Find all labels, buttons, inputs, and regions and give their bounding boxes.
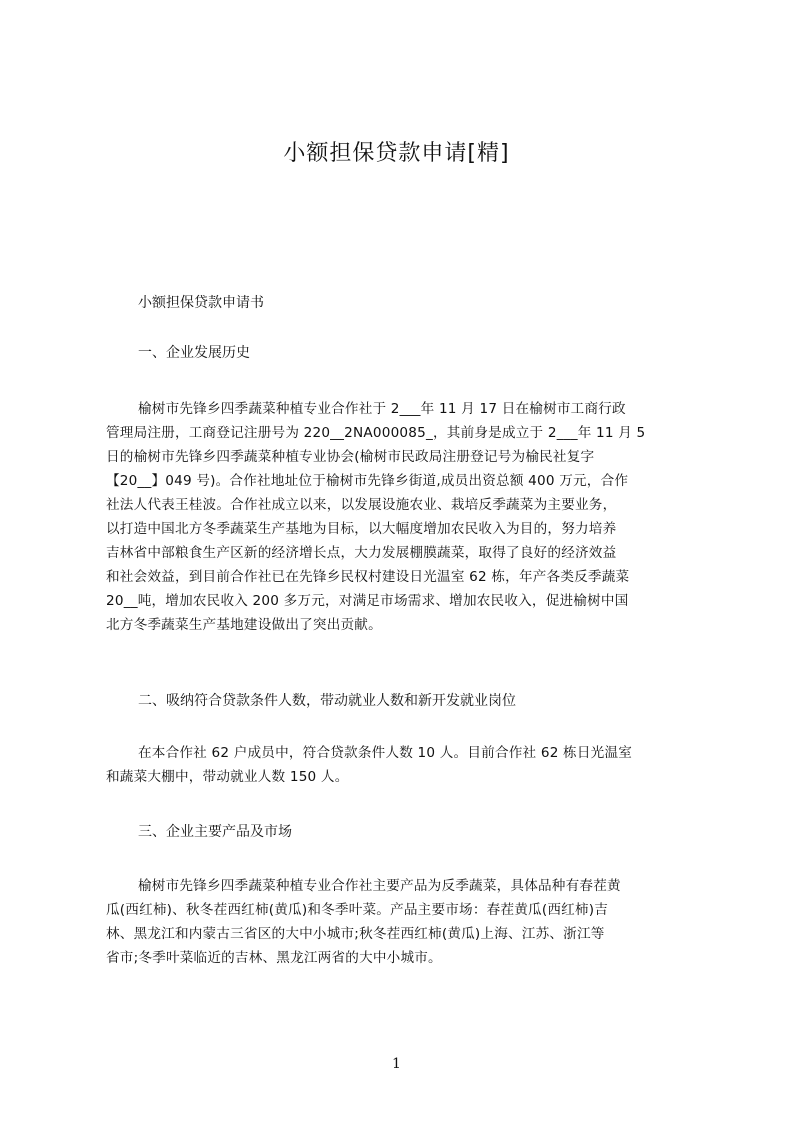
body-line: 瓜(西红柿)、秋冬茬西红柿(黄瓜)和冬季叶菜。产品主要市场：春茬黄瓜(西红柿)吉 bbox=[106, 902, 609, 918]
section-heading-history: 一、企业发展历史 bbox=[138, 345, 250, 361]
page-number: 1 bbox=[392, 1056, 401, 1072]
body-line: 省市;冬季叶菜临近的吉林、黑龙江两省的大中小城市。 bbox=[106, 950, 442, 966]
body-line: 吉林省中部粮食生产区新的经济增长点，大力发展棚膜蔬菜，取得了良好的经济效益 bbox=[106, 545, 617, 561]
body-line: 林、黑龙江和内蒙古三省区的大中小城市;秋冬茬西红柿(黄瓜)上海、江苏、浙江等 bbox=[106, 926, 605, 942]
body-line: 以打造中国北方冬季蔬菜生产基地为目标，以大幅度增加农民收入为目的，努力培养 bbox=[106, 521, 617, 537]
section-body-employment bbox=[106, 741, 698, 789]
body-line: 社法人代表王桂波。合作社成立以来，以发展设施农业、栽培反季蔬菜为主要业务， bbox=[106, 497, 617, 513]
body-line: 和蔬菜大棚中，带动就业人数 150 人。 bbox=[106, 769, 349, 785]
body-line: 20__吨，增加农民收入 200 多万元，对满足市场需求、增加农民收入，促进榆树中国 bbox=[106, 593, 629, 609]
body-line: 管理局注册，工商登记注册号为 220__2NA000085_，其前身是成立于 2___年 11 月 5 bbox=[106, 425, 646, 441]
document-subtitle: 小额担保贷款申请书 bbox=[138, 295, 264, 311]
document-title: 小额担保贷款申请[精] bbox=[283, 141, 510, 166]
body-line: 日的榆树市先锋乡四季蔬菜种植专业协会(榆树市民政局注册登记号为榆民社复字 bbox=[106, 449, 595, 465]
body-line: 榆树市先锋乡四季蔬菜种植专业合作社主要产品为反季蔬菜，具体品种有春茬黄 bbox=[138, 878, 621, 894]
section-body-history bbox=[106, 397, 698, 637]
section-body-products bbox=[106, 874, 698, 970]
body-line: 在本合作社 62 户成员中，符合贷款条件人数 10 人。目前合作社 62 栋日光温室 bbox=[138, 745, 633, 761]
section-heading-employment: 二、吸纳符合贷款条件人数，带动就业人数和新开发就业岗位 bbox=[138, 693, 516, 709]
body-line: 北方冬季蔬菜生产基地建设做出了突出贡献。 bbox=[106, 617, 382, 633]
body-line: 和社会效益，到目前合作社已在先锋乡民权村建设日光温室 62 栋，年产各类反季蔬菜 bbox=[106, 569, 630, 585]
section-heading-products: 三、企业主要产品及市场 bbox=[138, 824, 292, 840]
body-line: 榆树市先锋乡四季蔬菜种植专业合作社于 2___年 11 月 17 日在榆树市工商行政 bbox=[138, 401, 626, 417]
body-line: 【20__】049 号)。合作社地址位于榆树市先锋乡街道,成员出资总额 400 万元，合作 bbox=[106, 473, 629, 489]
